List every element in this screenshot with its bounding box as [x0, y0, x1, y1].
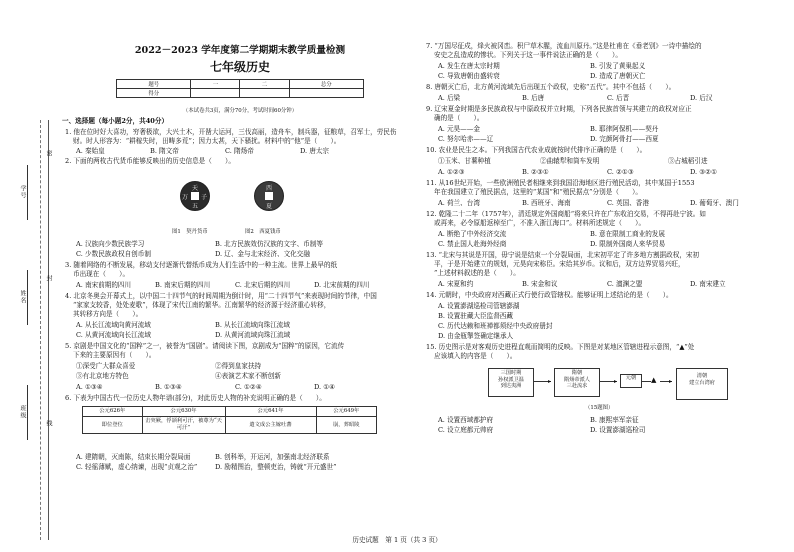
coin-char: 天	[192, 185, 199, 192]
q15-caption: （15题图）	[585, 405, 614, 411]
q14-opt-a[interactable]: A. 设置澎湖巡检司管辖澎湖	[438, 302, 520, 310]
q10-item-3: ③占城稻引进	[668, 157, 708, 165]
q4-opt-a[interactable]: A. 从长江流域向黄河流域	[76, 321, 151, 329]
q1-opt-b[interactable]: B. 隋文帝	[150, 147, 179, 155]
coin-char: 夏	[266, 203, 273, 210]
q9-opt-c[interactable]: C. 努尔哈赤——辽	[438, 135, 494, 143]
cut-line	[40, 120, 41, 540]
q8-opt-b[interactable]: B. 后唐	[522, 94, 545, 102]
q5-item-1: ①深受广大群众喜爱	[76, 362, 136, 370]
q11-opt-d[interactable]: D. 葡萄牙、澳门	[690, 199, 739, 207]
q15-arrow	[641, 381, 651, 382]
fill-line-name	[27, 270, 28, 325]
q8-opt-c[interactable]: C. 后晋	[607, 94, 630, 102]
q4-line3: 其转移方向是（ ）。	[73, 310, 143, 318]
q5-item-2: ②得到皇家扶持	[215, 362, 262, 370]
q6-year-cell: 公元630年	[142, 407, 225, 417]
q13-opt-d[interactable]: D. 南宋建立	[690, 280, 726, 288]
q2-opt-c[interactable]: C. 少数民族政权自创币制	[76, 250, 151, 258]
q13-opt-b[interactable]: B. 宋金和议	[522, 280, 558, 288]
q13-line3: ”上述材料叙述的是（ ）。	[434, 269, 520, 277]
mark-feng: 封	[45, 275, 52, 282]
q4-opt-b[interactable]: B. 从长江流域向珠江流域	[215, 321, 290, 329]
q15-opt-d[interactable]: D. 设置澎湖巡检司	[590, 426, 646, 434]
q14-opt-b[interactable]: B. 设置驻藏大臣监督西藏	[438, 312, 513, 320]
q7-opt-c[interactable]: C. 导致唐朝由盛转衰	[438, 72, 500, 80]
q8-opt-a[interactable]: A. 后梁	[438, 94, 461, 102]
q9-opt-d[interactable]: D. 完颜阿骨打——西夏	[590, 135, 659, 143]
q6-year-cell: 公元649年	[316, 407, 377, 417]
q2-opt-a[interactable]: A. 汉族向少数民族学习	[76, 240, 145, 248]
label-class: 班级	[19, 405, 26, 419]
q12-opt-a[interactable]: A. 断绝了中外经济交流	[438, 230, 507, 238]
score-header-cell: 二	[240, 80, 289, 89]
q5-opt-d[interactable]: D. ①④	[314, 383, 336, 391]
q7-opt-d[interactable]: D. 造成了唐朝灭亡	[590, 72, 646, 80]
q4-opt-d[interactable]: D. 从黄河流域向珠江流域	[215, 331, 291, 339]
q3-line1: 3. 随着网络的不断发展，移动支付逐渐代替纸币成为人们生活中的一种主流。世界上最早的纸	[65, 261, 338, 269]
q13-line1: 13. “北宋与其说是开国，毋宁说是结束一个分裂局面，北宋初平定了许多地方割据政权，宋初	[426, 251, 700, 259]
binding-strip	[0, 0, 56, 552]
q15-arrowhead: ▸	[548, 378, 552, 385]
q1-opt-c[interactable]: C. 隋炀帝	[225, 147, 254, 155]
q9-opt-b[interactable]: B. 耶律阿保机——契丹	[590, 125, 659, 133]
q15-opt-a[interactable]: A. 设置西域都护府	[438, 416, 494, 424]
page-footer: 历史试题 第 1 页（共 3 页）	[352, 536, 442, 544]
q13-line2: 平，于是开始建立的规划，元昊向宋称臣。宋给其岁币。议和后，双方边界贸易兴旺，	[434, 260, 685, 268]
q13-opt-a[interactable]: A. 宋夏和约	[438, 280, 474, 288]
exam-title: 2022－2023 学年度第二学期期末教学质量检测	[134, 45, 346, 56]
q14-opt-d[interactable]: D. 由金瓶掣签确定继承人	[438, 332, 514, 340]
q8-stem: 8. 唐朝灭亡后，北方黄河流域先后出现五个政权，史称“五代”。其中不包括（ ）。	[426, 83, 676, 91]
q5-opt-c[interactable]: C. ①②④	[235, 383, 262, 391]
seal-line	[48, 120, 57, 540]
coin-char: 五	[192, 203, 199, 210]
q5-opt-b[interactable]: B. ①③④	[155, 383, 182, 391]
fill-line-id	[27, 165, 28, 220]
fig1-caption: 图1 契丹货币	[172, 229, 208, 235]
q11-line1: 11. 从16世纪开始，一些欧洲殖民者相继来到我国沿海地区进行殖民活动，其中某国于1553	[426, 179, 695, 187]
exam-note: （本试卷共3页，满分70分，考试时间60分钟）	[182, 108, 298, 114]
q11-opt-b[interactable]: B. 西班牙、海南	[522, 199, 571, 207]
q7-line1: 7. “万国尽征戍，烽火被冈峦。积尸草木腥，流血川原丹。”这是杜甫在《垂老别》一诗中描绘的	[426, 42, 702, 50]
q11-line2: 年在我国建立了殖民据点，这里的“某国”和“殖民据点”分别是（ ）。	[434, 188, 642, 196]
score-header-cell: 题号	[117, 80, 191, 89]
q10-opt-b[interactable]: B. ②③①	[522, 168, 549, 176]
q3-line2: 币出现在（ ）。	[73, 270, 130, 278]
q14-opt-c[interactable]: C. 历代达赖和班禅都须经中央政府册封	[438, 322, 553, 330]
q10-item-2: ②曲辕犁和筒车发明	[540, 157, 600, 165]
q9-line2: 确的是（ ）。	[434, 114, 484, 122]
q11-opt-c[interactable]: C. 英国、香港	[607, 199, 649, 207]
q10-opt-d[interactable]: D. ③②①	[690, 168, 717, 176]
q15-opt-b[interactable]: B. 康熙率军亲征	[590, 416, 639, 424]
q12-line1: 12. 乾隆二十二年（1757年），清廷规定外国商船“将来只许在广东收泊交易，不得再赴宁波。如	[426, 210, 706, 218]
coin-char: 万	[182, 194, 189, 201]
q15-arrowhead: ▸	[669, 378, 673, 385]
q5-item-4: ④表演艺术家不断创新	[215, 372, 281, 380]
q5-item-3: ③有北京地方特色	[76, 372, 129, 380]
fig2-caption: 图2 西夏钱币	[245, 229, 281, 235]
q1-opt-a[interactable]: A. 秦始皇	[76, 147, 105, 155]
q8-opt-d[interactable]: D. 后汉	[690, 94, 713, 102]
q15-line2: 应该填入的内容是（ ）。	[434, 352, 517, 360]
q10-opt-c[interactable]: C. ②①③	[607, 168, 634, 176]
q12-opt-c[interactable]: C. 禁止国人赴海外经商	[438, 240, 507, 248]
q7-opt-b[interactable]: B. 引发了黄巢起义	[590, 62, 646, 70]
q13-opt-c[interactable]: C. 澶渊之盟	[607, 280, 643, 288]
label-name: 姓名	[19, 290, 26, 304]
q2-opt-d[interactable]: D. 辽、金与北宋经济、文化交融	[215, 250, 310, 258]
q15-line1: 15. 历史图示是对客观历史进程直观而简明的反映。下图是对某地区管辖进程示意图，“▲”处	[426, 343, 695, 351]
score-header-cell: 一	[191, 80, 240, 89]
coin-hole	[265, 192, 273, 200]
q5-line2: 下来的主要原因有（ ）。	[73, 351, 156, 359]
q15-box-yuan: 元朝	[620, 374, 642, 388]
q4-opt-c[interactable]: C. 从黄河流域向长江流域	[76, 331, 151, 339]
q15-box-three-kingdoms: 三国时期 孙权派卫温 到达夷洲	[488, 368, 534, 397]
q6-opt-c[interactable]: C. 轻徭薄赋，虚心纳谏，出现“贞观之治”	[76, 463, 198, 471]
q5-opt-a[interactable]: A. ①③④	[76, 383, 103, 391]
q9-line1: 9. 辽宋夏金时期是多民族政权与中原政权并立时期，下列各民族首领与其建立的政权对应正	[426, 105, 692, 113]
score-header-cell: 总分	[289, 80, 363, 89]
coin-hole	[191, 192, 199, 200]
coin-image	[254, 181, 284, 211]
score-cell[interactable]	[240, 89, 289, 98]
q6-event-cell: 击突厥，俘颉利可汗，被尊为“天可汗”	[142, 417, 225, 434]
q3-opt-a[interactable]: A. 南宋前期的四川	[76, 281, 132, 289]
q11-opt-a[interactable]: A. 荷兰、台湾	[438, 199, 480, 207]
exam-subject: 七年级历史	[209, 60, 270, 74]
coin-image	[180, 181, 210, 211]
q15-arrowhead: ▸	[614, 378, 618, 385]
q6-year-cell: 公元641年	[225, 407, 316, 417]
q12-opt-b[interactable]: B. 意在限制工商业的发展	[590, 230, 665, 238]
q12-line2: 或再来，必令原船返棹至广，不准入浙江海口”。材料所述规定（ ）。	[434, 219, 646, 227]
q10-stem: 10. 农业是民生之本。下列我国古代农业成就按时代排序正确的是（ ）。	[426, 146, 647, 154]
score-table	[116, 79, 364, 98]
q6-opt-d[interactable]: D. 励精图治，整顿吏治，铸就“开元盛世”	[215, 463, 337, 471]
q7-opt-a[interactable]: A. 发生在唐太宗时期	[438, 62, 500, 70]
fill-line-class	[27, 385, 28, 440]
q1-opt-d[interactable]: D. 唐太宗	[300, 147, 330, 155]
q15-box-sui: 隋朝 隋炀帝派人 三赴流求	[554, 368, 600, 397]
q10-opt-a[interactable]: A. ①②③	[438, 168, 465, 176]
q1-line1: 1. 他在位时好大喜功，穷奢极欲，大兴土木，开凿大运河，三伐高丽，造舟车，制兵器，征粮草，召军士，劳民伤	[65, 128, 397, 136]
q9-opt-a[interactable]: A. 元昊——金	[438, 125, 480, 133]
mark-xian: 线	[45, 420, 52, 427]
q6-opt-a[interactable]: A. 建隋朝，灭南陈，结束长期分裂局面	[76, 453, 191, 461]
label-student-id: 学号	[19, 185, 26, 199]
coin-char: 子	[201, 194, 208, 201]
q6-stem: 6. 下表为中国古代一位历史人物年谱(部分)，对此历史人物的补充说明正确的是（ ）。	[65, 394, 326, 402]
q4-line1: 4. 北京冬奥会开幕式上，以中国二十四节气的时间周期为倒计时，用“二十四节气”来表现时间的节律，中国	[65, 292, 377, 300]
q15-opt-c[interactable]: C. 设立庭都元帅府	[438, 426, 494, 434]
q6-event-cell: 崩，葬昭陵	[316, 417, 377, 434]
section-choice-title: 一、选择题（每小题2分，共40分）	[62, 117, 169, 125]
q6-opt-b[interactable]: B. 创科举，开运河，加强南北经济联系	[215, 453, 330, 461]
q6-event-cell: 即位登位	[83, 417, 143, 434]
q7-line2: 安史之乱造成的惨状。下列关于这一事件说法正确的是（ ）。	[434, 51, 622, 59]
q15-blank-marker: ▲	[651, 376, 657, 384]
score-cell[interactable]	[191, 89, 240, 98]
q3-opt-c[interactable]: C. 北宋后期的四川	[235, 281, 291, 289]
q1-line2: 财。时人形容为：“耕稼失时，田畴多荒”；因力太甚，天下骚扰。材料中的“他”是（ ）。	[73, 137, 341, 145]
q3-opt-d[interactable]: D. 北宋前期的四川	[314, 281, 370, 289]
q12-opt-d[interactable]: D. 限制外国商人来华贸易	[590, 240, 666, 248]
score-label-cell: 得分	[117, 89, 191, 98]
q10-item-1: ①玉米、甘薯种植	[438, 157, 491, 165]
q6-event-cell: 遣文成公主嫁吐蕃	[225, 417, 316, 434]
mark-mi: 密	[45, 150, 52, 157]
q6-year-cell: 公元626年	[83, 407, 143, 417]
q14-stem: 14. 元朝时，中央政府对西藏正式行使行政管辖权。能够证明上述结论的是（ ）。	[426, 291, 673, 299]
q5-line1: 5. 京剧是中国文化的“国粹”之一，被誉为“国剧”。请阅读下图，京剧成为“国粹”的原因，它流传	[65, 342, 345, 350]
q2-opt-b[interactable]: B. 北方民族效仿汉族的文字、币制等	[215, 240, 323, 248]
q4-line2: “家家支较香，处处麦歌”，体现了宋代江南的繁华。江南繁华的经济源于经济重心转移，	[73, 301, 331, 309]
q15-box-qing: 清朝 建立台湾府	[676, 368, 728, 400]
q2-stem: 2. 下面的两枚古代货币能够反映出的历史信息是（ ）。	[65, 157, 235, 165]
q3-opt-b[interactable]: B. 南宋后期的四川	[155, 281, 211, 289]
score-cell[interactable]	[289, 89, 363, 98]
coin-char: 西	[266, 185, 273, 192]
q6-table	[82, 406, 377, 434]
